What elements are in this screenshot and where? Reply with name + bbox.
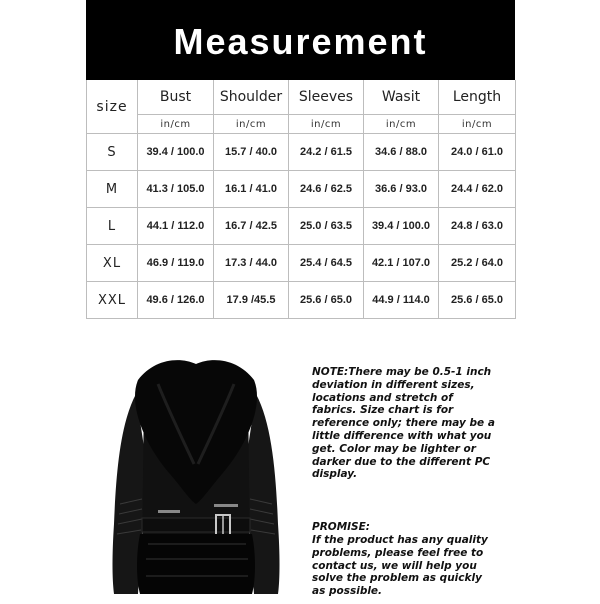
column-header-waist: Wasit <box>364 80 439 115</box>
size-cell: XXL <box>87 282 138 319</box>
table-units-row <box>87 115 516 134</box>
size-cell: M <box>87 171 138 208</box>
sleeves-cell: 25.4 / 64.5 <box>289 245 364 282</box>
size-chart-table <box>86 80 516 319</box>
table-row <box>87 245 516 282</box>
table-row <box>87 208 516 245</box>
promise-text: If the product has any quality problems, please feel free to contact us, we will help you solve the problem as quickly as possible. <box>312 534 488 598</box>
unit-label: in/cm <box>289 115 364 134</box>
length-cell: 24.4 / 62.0 <box>439 171 516 208</box>
sleeves-cell: 25.6 / 65.0 <box>289 282 364 319</box>
column-header-sleeves: Sleeves <box>289 80 364 115</box>
waist-cell: 34.6 / 88.0 <box>364 134 439 171</box>
unit-label: in/cm <box>138 115 214 134</box>
unit-label: in/cm <box>439 115 516 134</box>
size-cell: S <box>87 134 138 171</box>
bust-cell: 39.4 / 100.0 <box>138 134 214 171</box>
page-title: Measurement <box>173 21 428 62</box>
shoulder-cell: 17.9 /45.5 <box>214 282 289 319</box>
shoulder-cell: 17.3 / 44.0 <box>214 245 289 282</box>
waist-cell: 42.1 / 107.0 <box>364 245 439 282</box>
unit-label: in/cm <box>364 115 439 134</box>
shoulder-cell: 16.7 / 42.5 <box>214 208 289 245</box>
bust-cell: 41.3 / 105.0 <box>138 171 214 208</box>
length-cell: 24.0 / 61.0 <box>439 134 516 171</box>
column-header-shoulder: Shoulder <box>214 80 289 115</box>
promise-title: PROMISE: <box>312 521 370 533</box>
waist-cell: 36.6 / 93.0 <box>364 171 439 208</box>
length-cell: 25.2 / 64.0 <box>439 245 516 282</box>
bust-cell: 49.6 / 126.0 <box>138 282 214 319</box>
sleeves-cell: 25.0 / 63.5 <box>289 208 364 245</box>
title-banner <box>86 0 515 80</box>
table-row <box>87 282 516 319</box>
waist-cell: 39.4 / 100.0 <box>364 208 439 245</box>
shoulder-cell: 16.1 / 41.0 <box>214 171 289 208</box>
sleeves-cell: 24.2 / 61.5 <box>289 134 364 171</box>
bust-cell: 46.9 / 119.0 <box>138 245 214 282</box>
size-cell: XL <box>87 245 138 282</box>
column-header-bust: Bust <box>138 80 214 115</box>
sleeves-cell: 24.6 / 62.5 <box>289 171 364 208</box>
waist-cell: 44.9 / 114.0 <box>364 282 439 319</box>
product-image <box>98 354 294 600</box>
bust-cell: 44.1 / 112.0 <box>138 208 214 245</box>
unit-label: in/cm <box>214 115 289 134</box>
length-cell: 25.6 / 65.0 <box>439 282 516 319</box>
table-row <box>87 171 516 208</box>
note-text: NOTE:There may be 0.5-1 inch deviation in different sizes, locations and stretch of fabrics. Size chart is for reference only; there may be a little difference with what you get. Color may be lighter or darker due to the different PC display. <box>312 366 495 481</box>
size-column-header: size <box>87 80 138 134</box>
table-header-row <box>87 80 516 115</box>
table-row <box>87 134 516 171</box>
length-cell: 24.8 / 63.0 <box>439 208 516 245</box>
shoulder-cell: 15.7 / 40.0 <box>214 134 289 171</box>
column-header-length: Length <box>439 80 516 115</box>
size-cell: L <box>87 208 138 245</box>
jacket-illustration <box>98 354 294 600</box>
